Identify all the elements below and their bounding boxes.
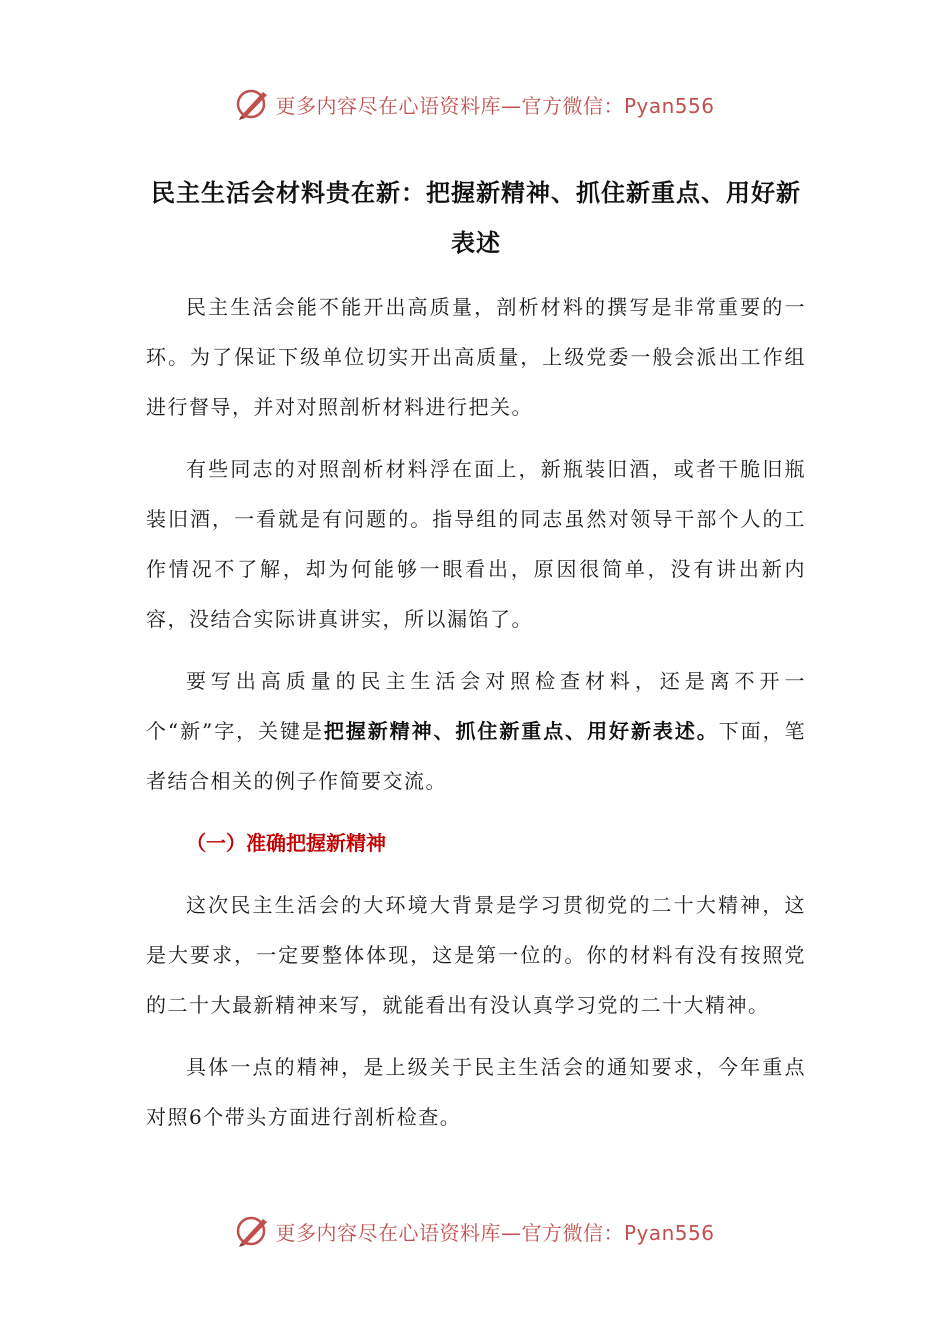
- pen-logo-icon: [235, 86, 271, 122]
- paragraph-3-tail: 下面，笔者结合相关的例子作简要交流。: [146, 719, 807, 793]
- section-paragraph-2: 具体一点的精神，是上级关于民主生活会的通知要求，今年重点对照6个带头方面进行剖析检查。: [146, 1055, 806, 1129]
- header-banner: [0, 84, 950, 124]
- paragraph-3: [146, 656, 806, 806]
- pen-logo-icon: [235, 1213, 271, 1249]
- footer-banner: [0, 1211, 950, 1251]
- paragraph-2: 有些同志的对照剖析材料浮在面上，新瓶装旧酒，或者干脆旧瓶装旧酒，一看就是有问题的。指导组的同志虽然对领导干部个人的工作情况不了解，却为何能够一眼看出，原因很简单，没有讲出新内容，没结合实际讲真讲实，所以漏馅了。: [146, 457, 806, 631]
- paragraph-3-emphasis: 把握新精神、抓住新重点、用好新表述。: [323, 719, 719, 743]
- document-title: 民主生活会材料贵在新：把握新精神、抓住新重点、用好新表述: [151, 179, 801, 257]
- document-body: [146, 168, 806, 1154]
- banner-text: 更多内容尽在心语资料库—官方微信：Pyan556: [275, 1220, 715, 1245]
- paragraph-3-lead: 要写出高质量的民主生活会对照检查材料，还是离不开一个“新”字，关键是: [146, 669, 806, 743]
- section-paragraph-1: 这次民主生活会的大环境大背景是学习贯彻党的二十大精神，这是大要求，一定要整体体现，这是第一位的。你的材料有没有按照党的二十大最新精神来写，就能看出有没认真学习党的二十大精神。: [146, 893, 806, 1017]
- section-heading: （一）准确把握新精神: [186, 831, 386, 855]
- paragraph-1: 民主生活会能不能开出高质量，剖析材料的撰写是非常重要的一环。为了保证下级单位切实开出高质量，上级党委一般会派出工作组进行督导，并对对照剖析材料进行把关。: [146, 295, 806, 419]
- banner-text: 更多内容尽在心语资料库—官方微信：Pyan556: [275, 93, 715, 118]
